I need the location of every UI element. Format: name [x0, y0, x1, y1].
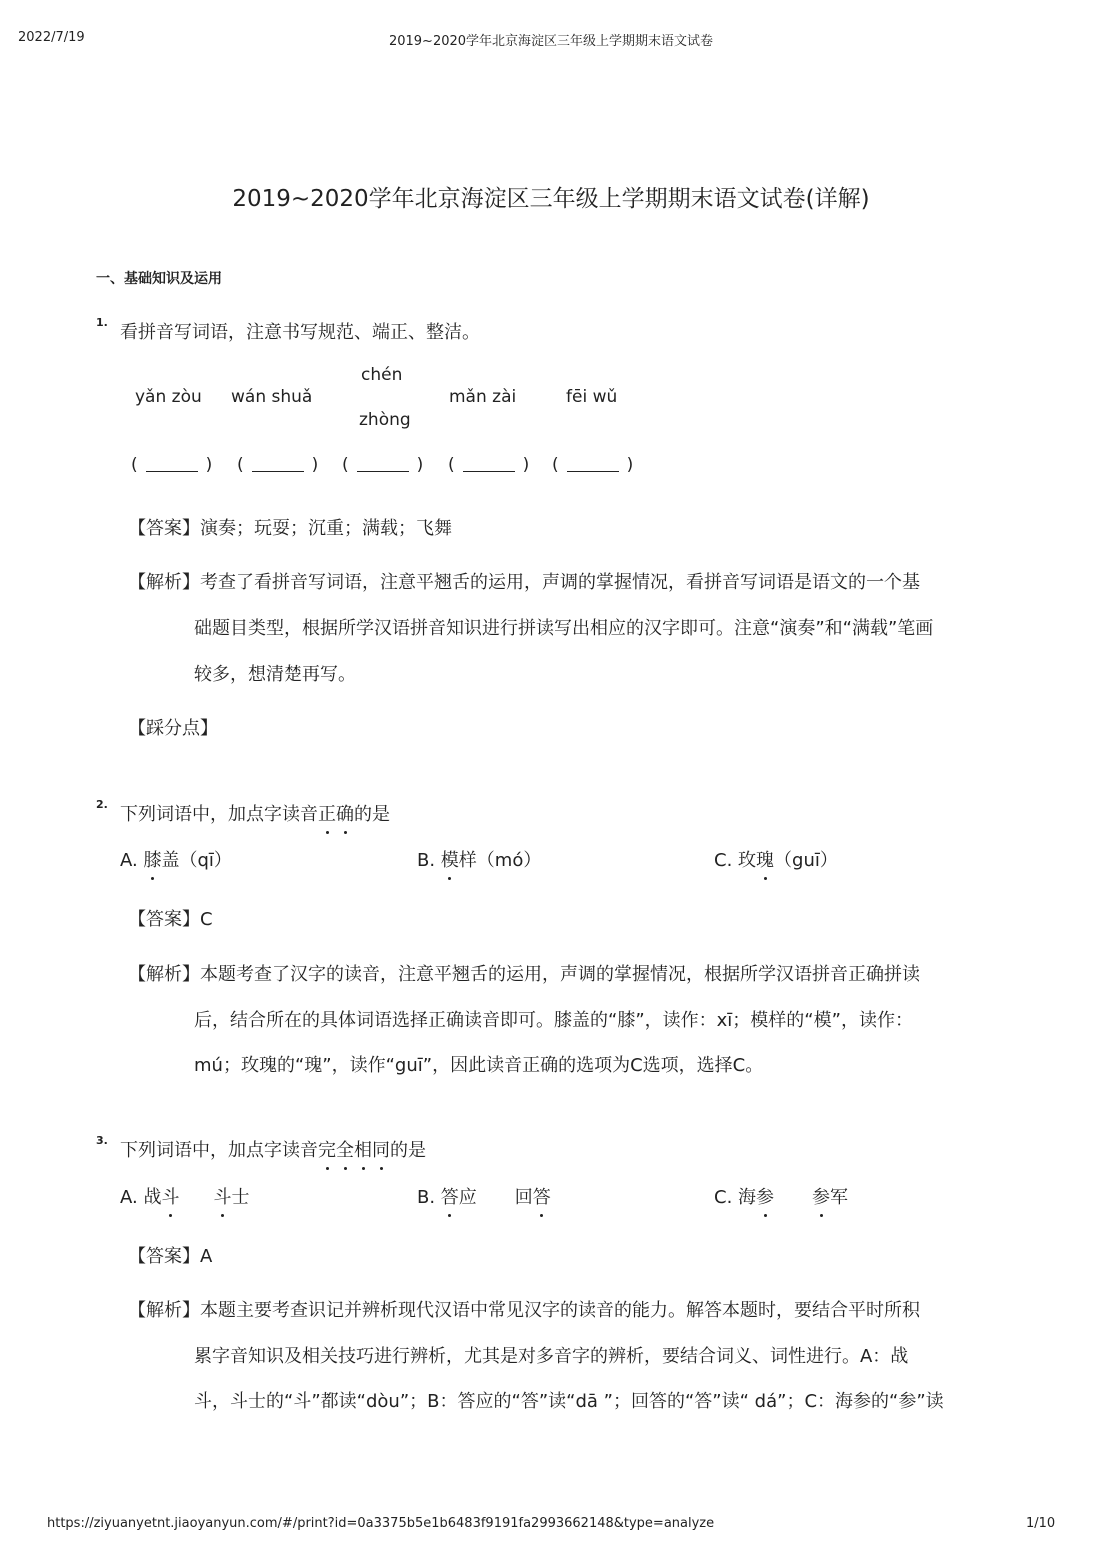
answer-blank-3[interactable]: ( ) — [342, 455, 424, 475]
question-number-3: 3. — [96, 1134, 108, 1147]
page-number: 1/10 — [1026, 1516, 1056, 1531]
pinyin-1: yǎn zòu — [135, 387, 202, 407]
q3-analysis-line-1 — [128, 1288, 920, 1334]
q2-option-b[interactable]: B. 模样（mó） — [417, 850, 542, 871]
analysis-text: 本题考查了汉字的读音，注意平翘舌的运用，声调的掌握情况，根据所学汉语拼音正确拼读 — [200, 964, 920, 985]
q1-answer — [128, 506, 452, 552]
section-heading: 一、基础知识及运用 — [96, 271, 222, 287]
answer-blank-1[interactable]: ( ) — [131, 455, 213, 475]
q3-option-c[interactable]: C. 海参 参军 — [714, 1187, 849, 1208]
page-title: 2019~2020学年北京海淀区三年级上学期期末语文试卷(详解) — [232, 186, 870, 212]
q2-option-a[interactable]: A. 膝盖（qī） — [120, 850, 232, 871]
pinyin-3a: chén — [361, 365, 403, 385]
answer-label: 【答案】 — [128, 1246, 200, 1267]
pinyin-3b: zhòng — [359, 410, 411, 430]
answer-blank-4[interactable]: ( ) — [448, 455, 530, 475]
answer-label: 【答案】 — [128, 518, 200, 539]
q1-analysis-line-2: 础题目类型，根据所学汉语拼音知识进行拼读写出相应的汉字即可。注意“演奏”和“满载”笔画 — [194, 618, 934, 639]
q2-analysis-line-1 — [128, 952, 920, 998]
question-1-text: 看拼音写词语，注意书写规范、端正、整洁。 — [120, 322, 480, 343]
pinyin-5: fēi wǔ — [566, 387, 618, 407]
q1-points-label: 【踩分点】 — [128, 718, 218, 739]
q3-option-b[interactable]: B. 答应 回答 — [417, 1187, 551, 1208]
q3-analysis-line-2: 累字音知识及相关技巧进行辨析，尤其是对多音字的辨析，要结合词义、词性进行。A：战 — [194, 1346, 909, 1367]
answer-text: A — [200, 1246, 213, 1267]
q2-analysis-line-3: mú；玫瑰的“瑰”，读作“guī”，因此读音正确的选项为C选项，选择C。 — [194, 1055, 764, 1076]
footer-url[interactable]: https://ziyuanyetnt.jiaoyanyun.com/#/print?id=0a3375b5e1b6483f9191fa2993662148&type=analyze — [47, 1516, 715, 1531]
question-number-2: 2. — [96, 798, 108, 811]
analysis-label: 【解析】 — [128, 964, 200, 985]
print-date: 2022/7/19 — [18, 30, 85, 45]
question-2-text: 下列词语中，加点字读音正确的是 — [120, 804, 390, 825]
q1-analysis-line-3: 较多，想清楚再写。 — [194, 664, 356, 685]
question-3-text: 下列词语中，加点字读音完全相同的是 — [120, 1140, 426, 1161]
q2-option-c[interactable]: C. 玫瑰（guī） — [714, 850, 838, 871]
question-number-1: 1. — [96, 316, 108, 329]
analysis-text: 本题主要考查识记并辨析现代汉语中常见汉字的读音的能力。解答本题时，要结合平时所积 — [200, 1300, 920, 1321]
answer-blank-5[interactable]: ( ) — [552, 455, 634, 475]
q2-answer — [128, 897, 213, 943]
answer-blank-2[interactable]: ( ) — [237, 455, 319, 475]
analysis-text: 考查了看拼音写词语，注意平翘舌的运用，声调的掌握情况，看拼音写词语是语文的一个基 — [200, 572, 920, 593]
analysis-label: 【解析】 — [128, 1300, 200, 1321]
answer-label: 【答案】 — [128, 909, 200, 930]
print-doc-title: 2019~2020学年北京海淀区三年级上学期期末语文试卷 — [388, 34, 714, 49]
answer-text: 演奏；玩耍；沉重；满载；飞舞 — [200, 518, 452, 539]
q3-option-a[interactable]: A. 战斗 斗士 — [120, 1187, 250, 1208]
analysis-label: 【解析】 — [128, 572, 200, 593]
q1-analysis-line-1 — [128, 560, 920, 606]
q3-answer — [128, 1234, 212, 1280]
q3-analysis-line-3: 斗，斗士的“斗”都读“dòu”；B：答应的“答”读“dā ”；回答的“答”读“ dá”；C：海参的“参”读 — [194, 1391, 944, 1412]
pinyin-4: mǎn zài — [449, 387, 517, 407]
answer-text: C — [200, 909, 213, 930]
pinyin-2: wán shuǎ — [231, 387, 313, 407]
q2-analysis-line-2: 后，结合所在的具体词语选择正确读音即可。膝盖的“膝”，读作：xī；模样的“模”，读作： — [194, 1010, 913, 1031]
